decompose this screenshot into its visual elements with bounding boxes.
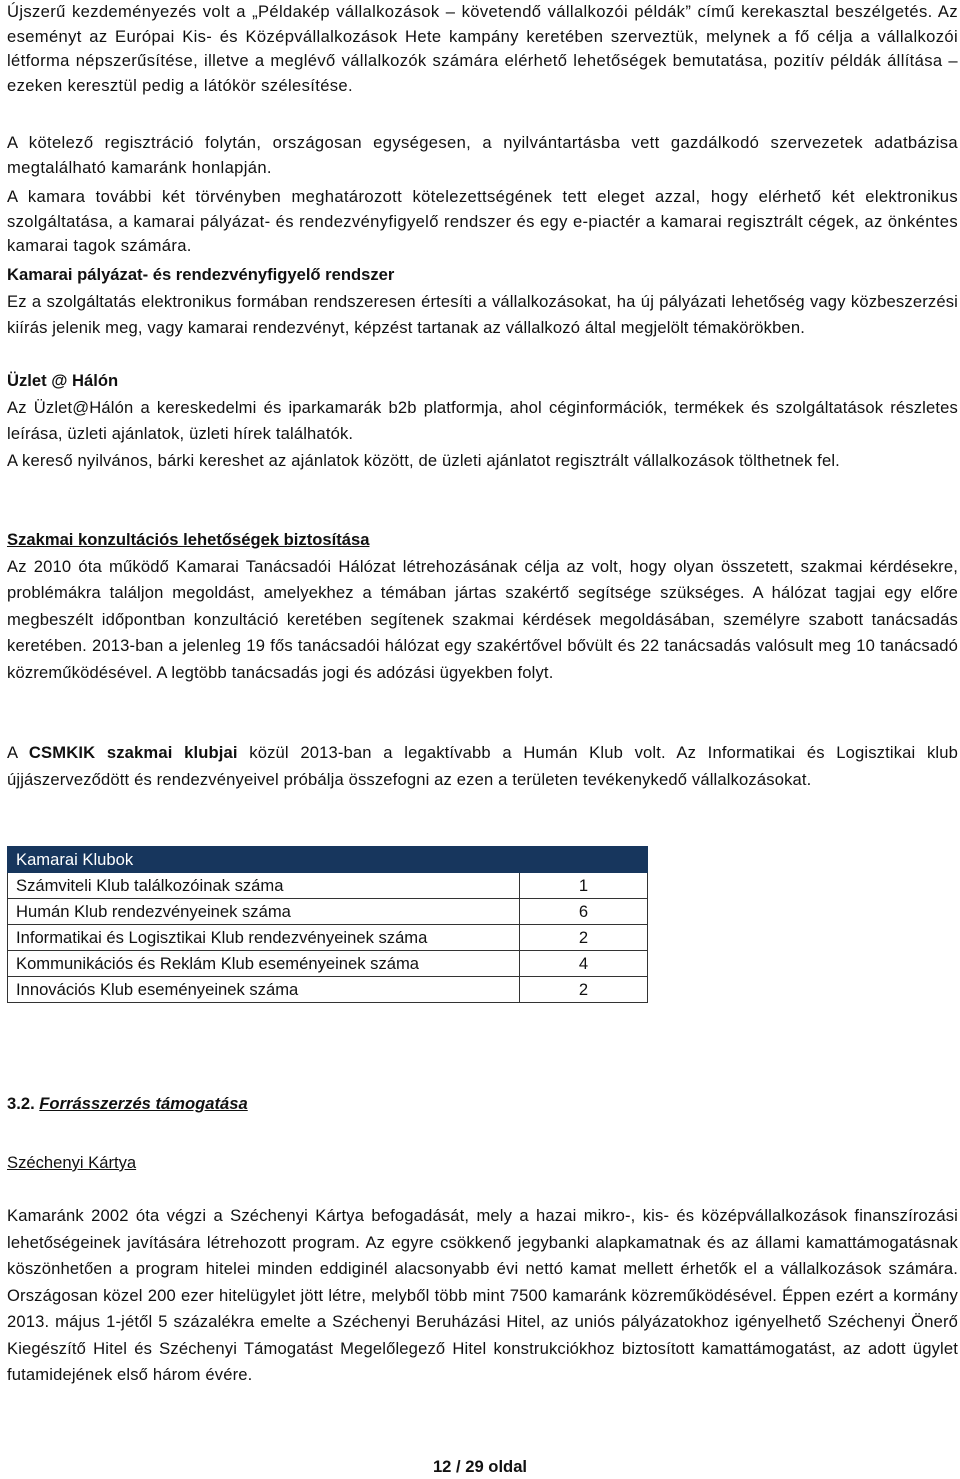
table-row (8, 873, 648, 899)
klubok-strong: CSMKIK szakmai klubjai (28, 743, 238, 762)
table-cell-label: Humán Klub rendezvényeinek száma (8, 899, 520, 925)
clubs-table (7, 846, 648, 1003)
szechenyi-heading (7, 1150, 958, 1177)
intro-paragraph-3: A kamara további két törvényben meghatározott kötelezettségének tett eleget azzal, hogy elérhető két elektronikus szolgáltatása, a kamarai pályázat- és rendezvényfigyelő rendszer és egy e-piactér a kamarai regisztrált cégek, az önkéntes kamarai tagok számára. (7, 187, 958, 256)
table-row (8, 899, 648, 925)
table-cell-value: 6 (520, 899, 648, 925)
page-number: 12 / 29 oldal (432, 1457, 528, 1476)
section-heading-3-2 (7, 1091, 958, 1118)
klubok-post: közül 2013-ban a legaktívabb a Humán Klub volt. Az Informatikai és Logisztikai klub újjászerveződött és rendezvényeivel próbálja összefogni az ezen a területen tevékenykedő vállalkozásokat. (7, 743, 959, 789)
klubok-paragraph (7, 740, 958, 793)
konzultacio-heading: Szakmai konzultációs lehetőségek biztosítása (7, 530, 370, 549)
uzlet-text-1: Az Üzlet@Hálón a kereskedelmi és iparkamarák b2b platformja, ahol céginformációk, termékek és szolgáltatások részletes leírása, üzleti ajánlatok, üzleti hírek találhatók. (7, 397, 958, 443)
intro-paragraph-2: A kötelező regisztráció folytán, országosan egységesen, a nyilvántartásba vett gazdálkodó szervezetek adatbázisa megtalálható kamaránk honlapján. (7, 133, 958, 177)
uzlet-text-2: A kereső nyilvános, bárki kereshet az ajánlatok között, de üzleti ajánlatot regisztrált vállalkozások tölthetnek fel. (7, 450, 840, 470)
konzultacio-section (7, 527, 958, 686)
szechenyi-heading-text: Széchenyi Kártya (7, 1153, 137, 1172)
table-cell-label: Számviteli Klub találkozóinak száma (8, 873, 520, 899)
uzlet-heading: Üzlet @ Hálón (7, 371, 119, 390)
table-cell-value: 4 (520, 951, 648, 977)
szechenyi-text: Kamaránk 2002 óta végzi a Széchenyi Kártya befogadását, mely a hazai mikro-, kis- és középvállalkozások finanszírozási lehetőségeinek javítására létrehozott program. Az egyre csökkenő jegybanki alapkamatnak és az állami kamattámogatásnak köszönhetően a program hitelei minden eddiginél alacsonyabb évi nettó kamat mellett érhetők el a vállalkozások számára. Országosan közel 200 ezer hitelügylet jött létre, melyből több mint 7500 kamaránk közreműködésével. Éppen ezért a kormány 2013. május 1-jétől 5 százalékra emelte a Széchenyi Beruházási Hitel, az uniós pályázatokhoz igényelhető Széchenyi Önerő Kiegészítő Hitel és Széchenyi Támogatást Megelőlegező Hitel konstrukciókhoz biztosított kamattámogatást, az adott ügylet futamidejének első három évére. (7, 1206, 958, 1384)
table-header: Kamarai Klubok (8, 847, 648, 873)
table-cell-value: 1 (520, 873, 648, 899)
palyazat-text: Ez a szolgáltatás elektronikus formában rendszeresen értesíti a vállalkozásokat, ha új pályázati lehetőség vagy közbeszerzési kiírás jelenik meg, vagy kamarai rendezvényt, képzést tartanak az vállalkozó által megjelölt témakörökben. (7, 291, 958, 337)
section-number: 3.2. (7, 1094, 40, 1113)
palyazat-heading: Kamarai pályázat- és rendezvényfigyelő rendszer (7, 265, 395, 284)
table-row (8, 977, 648, 1003)
table-row (8, 925, 648, 951)
uzlet-section (7, 368, 958, 474)
konzultacio-text: Az 2010 óta működő Kamarai Tanácsadói Hálózat létrehozásának célja az volt, hogy olyan összetett, szakmai kérdésekre, problémákra találjon megoldást, amelyekhez a témában jártas szakértő segítsége szükséges. A hálózat tagjai egy előre megbeszélt időpontban konzultáció keretében segítenek szakmai kérdések megoldásában, személyre szabott tanácsadás keretében. 2013-ban a jelenleg 19 fős tanácsadói hálózat egy szakértővel bővült és 22 tanácsadás valósult meg 10 tanácsadó közreműködésével. A legtöbb tanácsadás jogi és adózási ügyekben folyt. (7, 556, 958, 682)
section-title: Forrásszerzés támogatása (39, 1094, 248, 1113)
intro-paragraph-1: Újszerű kezdeményezés volt a „Példakép vállalkozások – követendő vállalkozói példák” című kerekasztal beszélgetés. Az eseményt az Európai Kis- és Középvállalkozások Hete kampány keretében szerveztük, melynek a fő célja a vállalkozói létforma népszerűsítése, illetve a meglévő vállalkozók számára elérhető lehetőségek bemutatása, pozitív példák állítása – ezeken keresztül pedig a látókör szélesítése. (7, 2, 958, 95)
table-cell-value: 2 (520, 977, 648, 1003)
table-header-row (8, 847, 648, 873)
table-cell-label: Innovációs Klub eseményeinek száma (8, 977, 520, 1003)
klubok-pre: A (7, 743, 29, 762)
table-cell-value: 2 (520, 925, 648, 951)
table-cell-label: Kommunikációs és Reklám Klub eseményeinek száma (8, 951, 520, 977)
palyazat-section (7, 262, 958, 342)
table-row (8, 951, 648, 977)
table-cell-label: Informatikai és Logisztikai Klub rendezvényeinek száma (8, 925, 520, 951)
